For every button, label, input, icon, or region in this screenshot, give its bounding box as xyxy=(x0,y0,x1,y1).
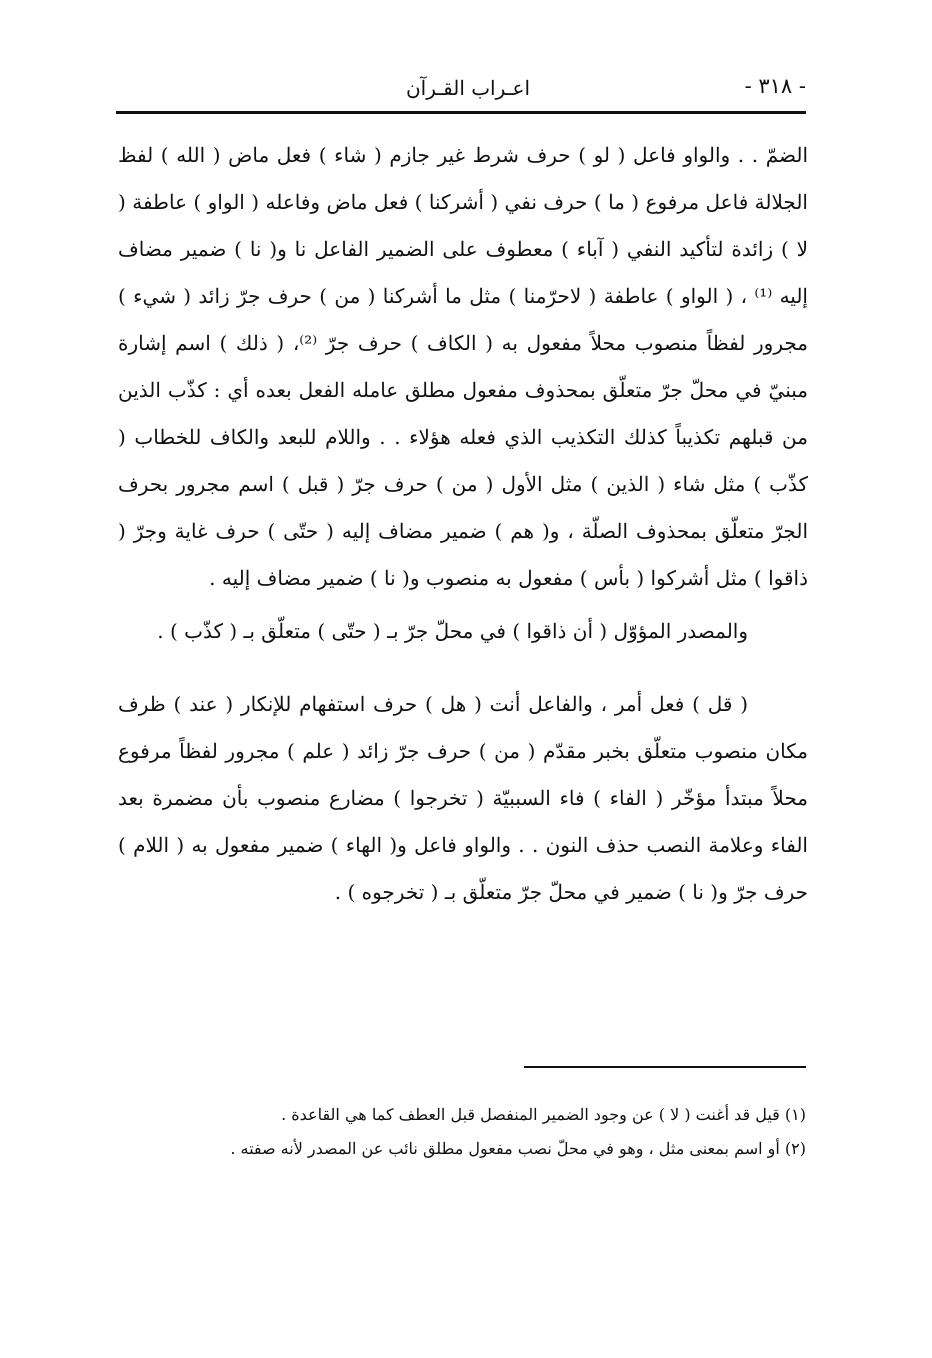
page-number: - ٣١٨ - xyxy=(744,74,806,98)
main-text xyxy=(118,132,808,916)
paragraph-1: الضمّ . . والواو فاعل ( لو ) حرف شرط غير جازم ( شاء ) فعل ماض ( الله ) لفظ الجلالة فاعل مرفوع ( ما ) حرف نفي ( أشركنا ) فعل ماض وفاعله ( الواو ) عاطفة ( لا ) زائدة لتأكيد النفي ( آباء ) معطوف على الضمير الفاعل نا و( نا ) ضمير مضاف إليه ⁽¹⁾ ، ( الواو ) عاطفة ( لاحرّمنا ) مثل ما أشركنا ( من ) حرف جرّ زائد ( شيء ) مجرور لفظاً منصوب محلاً مفعول به ( الكاف ) حرف جرّ ⁽²⁾، ( ذلك ) اسم إشارة مبنيّ في محلّ جرّ متعلّق بمحذوف مفعول مطلق عامله الفعل بعده أي : كذّب الذين من قبلهم تكذيباً كذلك التكذيب الذي فعله هؤلاء . . واللام للبعد والكاف للخطاب ( كذّب ) مثل شاء ( الذين ) مثل الأول ( من ) حرف جرّ ( قبل ) اسم مجرور بحرف الجرّ متعلّق بمحذوف الصلّة ، و( هم ) ضمير مضاف إليه ( حتّى ) حرف غاية وجرّ ( ذاقوا ) مثل أشركوا ( بأس ) مفعول به منصوب و( نا ) ضمير مضاف إليه . xyxy=(118,143,809,590)
footnote-rule xyxy=(524,1066,806,1068)
footnotes xyxy=(140,1098,806,1166)
page-header xyxy=(118,70,806,110)
running-title: اعـراب القـرآن xyxy=(405,76,531,100)
paragraph-3: ( قل ) فعل أمر ، والفاعل أنت ( هل ) حرف استفهام للإنكار ( عند ) ظرف مكان منصوب متعلّق بخبر مقدّم ( من ) حرف جرّ زائد ( علم ) مجرور لفظاً مرفوع محلاً مبتدأ مؤخّر ( الفاء ) فاء السببيّة ( تخرجوا ) مضارع منصوب بأن مضمرة بعد الفاء وعلامة النصب حذف النون . . والواو فاعل و( الهاء ) ضمير مفعول به ( اللام ) حرف جرّ و( نا ) ضمير في محلّ جرّ متعلّق بـ ( تخرجوه ) . xyxy=(118,692,808,904)
header-rule xyxy=(116,111,806,114)
footnote-2: (٢) أو اسم بمعنى مثل ، وهو في محلّ نصب مفعول مطلق نائب عن المصدر لأنه صفته . xyxy=(230,1139,806,1158)
footnote-1: (١) قيل قد أغنت ( لا ) عن وجود الضمير المنفصل قبل العطف كما هي القاعدة . xyxy=(281,1105,806,1124)
paragraph-2: والمصدر المؤوّل ( أن ذاقوا ) في محلّ جرّ بـ ( حتّى ) متعلّق بـ ( كذّب ) . xyxy=(157,619,748,643)
